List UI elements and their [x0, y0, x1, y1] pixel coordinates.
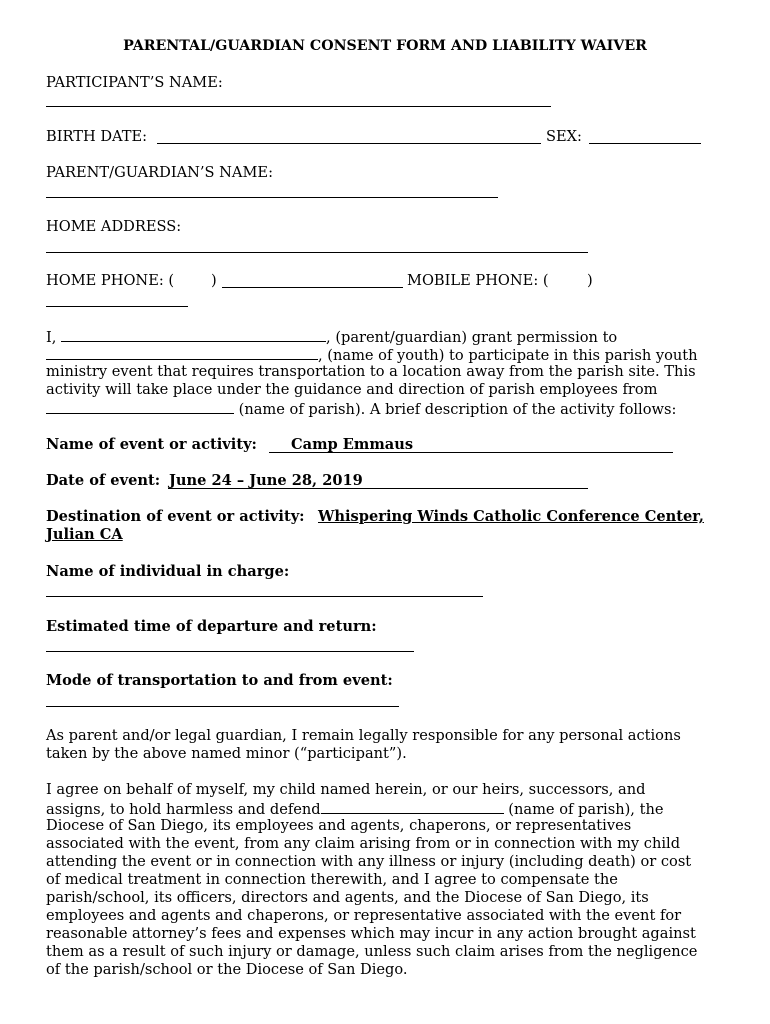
event-date-label: Date of event: — [46, 472, 161, 489]
transportation-label: Mode of transportation to and from event: — [46, 672, 393, 689]
home-phone-line[interactable] — [222, 287, 403, 288]
parent-guardian-blank[interactable] — [61, 327, 326, 342]
individual-in-charge-label: Name of individual in charge: — [46, 563, 290, 580]
event-name-value: Camp Emmaus — [291, 436, 414, 453]
waiver-line-7: parish/school, its officers, directors and agents, and the Diocese of San Diego, its — [46, 889, 649, 906]
birth-date-line[interactable] — [157, 143, 541, 144]
participant-name-line[interactable] — [46, 106, 551, 107]
mobile-phone-close: ) — [587, 272, 593, 289]
permission-line-3: ministry event that requires transportation to a location away from the parish site. This — [46, 363, 696, 380]
responsibility-line-2: taken by the above named minor (“participant”). — [46, 745, 407, 762]
permission-l1-pre: I, — [46, 329, 62, 346]
waiver-l2-pre: assigns, to hold harmless and defend — [46, 801, 321, 818]
permission-line-5 — [46, 399, 676, 419]
destination-value-2: Julian CA — [46, 526, 123, 543]
transportation-line[interactable] — [46, 706, 399, 707]
parent-name-line[interactable] — [46, 197, 498, 198]
destination-label: Destination of event or activity: — [46, 508, 305, 525]
waiver-line-11: of the parish/school or the Diocese of San Diego. — [46, 961, 408, 978]
home-address-line[interactable] — [46, 252, 588, 253]
permission-line-1 — [46, 327, 617, 347]
permission-l5-post: (name of parish). A brief description of the activity follows: — [234, 401, 677, 418]
form-title: PARENTAL/GUARDIAN CONSENT FORM AND LIABILITY WAIVER — [123, 38, 647, 54]
permission-line-4: activity will take place under the guidance and direction of parish employees from — [46, 381, 658, 398]
waiver-line-10: them as a result of such injury or damage, unless such claim arises from the negligence — [46, 943, 698, 960]
waiver-line-6: of medical treatment in connection therewith, and I agree to compensate the — [46, 871, 618, 888]
responsibility-line-1: As parent and/or legal guardian, I remain legally responsible for any personal actions — [46, 727, 681, 744]
waiver-l2-post: (name of parish), the — [503, 801, 664, 818]
individual-in-charge-line[interactable] — [46, 596, 483, 597]
home-phone-close: ) — [211, 272, 217, 289]
destination-value-1: Whispering Winds Catholic Conference Center, — [318, 508, 704, 525]
waiver-line-3: Diocese of San Diego, its employees and agents, chaperons, or representatives — [46, 817, 632, 834]
permission-line-2 — [46, 345, 698, 365]
sex-label: SEX: — [546, 128, 582, 145]
mobile-phone-label: MOBILE PHONE: ( — [407, 272, 549, 289]
waiver-line-4: associated with the event, from any claim arising from or in connection with my child — [46, 835, 681, 852]
waiver-line-1: I agree on behalf of myself, my child named herein, or our heirs, successors, and — [46, 781, 646, 798]
departure-return-line[interactable] — [46, 651, 414, 652]
home-phone-label: HOME PHONE: ( — [46, 272, 175, 289]
waiver-line-5: attending the event or in connection with any illness or injury (including death) or cost — [46, 853, 692, 870]
mobile-phone-line[interactable] — [46, 306, 188, 307]
parent-name-label: PARENT/GUARDIAN’S NAME: — [46, 164, 273, 181]
waiver-parish-blank[interactable] — [321, 799, 504, 814]
waiver-line-9: reasonable attorney’s fees and expenses which may incur in any action brought against — [46, 925, 696, 942]
waiver-line-2 — [46, 799, 663, 819]
parish-name-blank[interactable] — [46, 399, 234, 414]
permission-l1-post: , (parent/guardian) grant permission to — [326, 329, 618, 346]
participant-name-label: PARTICIPANT’S NAME: — [46, 74, 223, 91]
waiver-line-8: employees and agents and chaperons, or representative associated with the event for — [46, 907, 682, 924]
permission-l2-post: , (name of youth) to participate in this parish youth — [318, 347, 698, 364]
departure-return-label: Estimated time of departure and return: — [46, 618, 377, 635]
event-date-value: June 24 – June 28, 2019 — [169, 472, 363, 489]
home-address-label: HOME ADDRESS: — [46, 218, 182, 235]
birth-date-label: BIRTH DATE: — [46, 128, 148, 145]
sex-line[interactable] — [589, 143, 701, 144]
youth-name-blank[interactable] — [46, 345, 318, 360]
event-name-label: Name of event or activity: — [46, 436, 257, 453]
